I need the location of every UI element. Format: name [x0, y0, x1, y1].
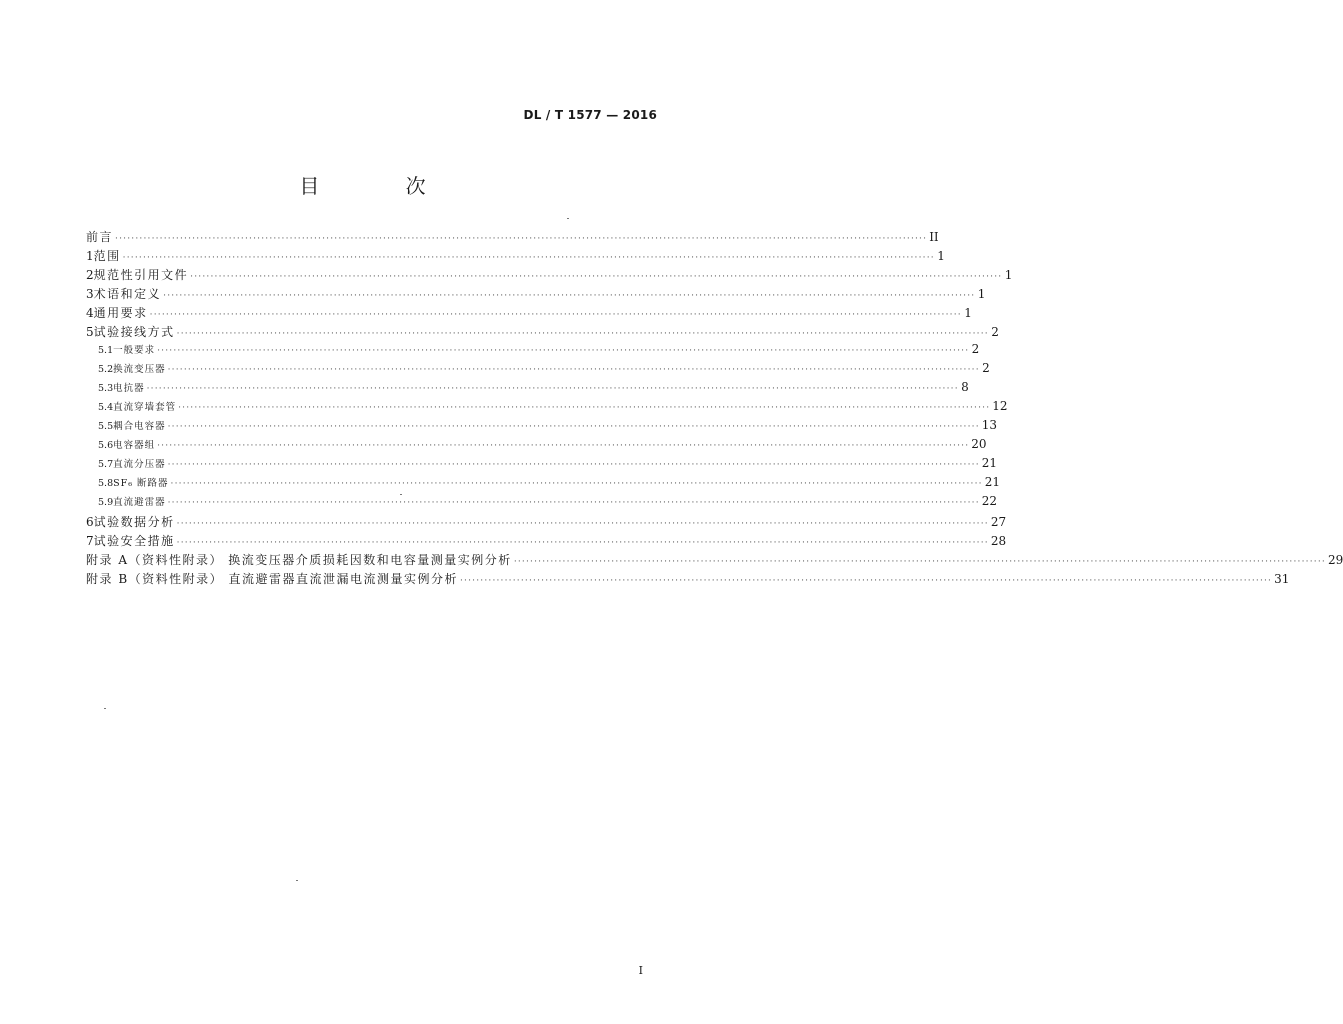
toc-entry-page: 1: [1004, 268, 1013, 282]
toc-entry[interactable]: [86, 532, 1007, 551]
toc-leader-dots: ········································································································································································································: [146, 384, 959, 394]
toc-entry-number: 7: [86, 534, 94, 548]
toc-leader-dots: ········································································································································································································: [170, 479, 983, 489]
toc-entry-number: 5.6: [98, 440, 114, 451]
toc-leader-dots: ········································································································································································································: [459, 576, 1273, 586]
toc-entry[interactable]: [86, 266, 1013, 285]
toc-entry-label: 直流分压器: [113, 459, 166, 470]
toc-entry-label: 范围: [93, 249, 121, 263]
toc-entry-page: 21: [984, 475, 1000, 489]
toc-entry-number: 2: [86, 268, 94, 282]
toc-entry-page: 1: [977, 287, 986, 301]
toc-entry-page: 1: [937, 249, 945, 263]
toc-entry[interactable]: [86, 475, 1000, 494]
toc-leader-dots: ········································································································································································································: [167, 498, 980, 508]
toc-entry-number: 5.5: [98, 421, 114, 432]
toc-entry-label: 耦合电容器: [113, 421, 166, 432]
toc-leader-dots: ········································································································································································································: [163, 291, 976, 301]
scan-speck: [567, 218, 569, 219]
toc-leader-dots: ········································································································································································································: [190, 272, 1003, 282]
toc-entry-label: 电抗器: [113, 383, 145, 394]
toc-entry-page: 2: [982, 361, 990, 375]
toc-entry-label: 附录 B（资料性附录） 直流避雷器直流泄漏电流测量实例分析: [86, 572, 458, 586]
toc-entry-label: 术语和定义: [93, 287, 162, 301]
toc-entry-page: 20: [971, 437, 987, 451]
toc-entry[interactable]: [86, 513, 1007, 532]
toc-entry-number: 3: [86, 287, 94, 301]
toc-entry-label: 试验数据分析: [93, 515, 175, 529]
toc-entry-page: 1: [964, 306, 972, 320]
toc-leader-dots: ········································································································································································································: [167, 460, 980, 470]
toc-leader-dots: ········································································································································································································: [178, 403, 991, 413]
toc-entry-page: 21: [981, 456, 998, 470]
page-number: I: [638, 964, 643, 977]
toc-entry-label: 一般要求: [113, 345, 156, 356]
toc-entry-page: II: [929, 230, 939, 244]
toc-entry-number: 5.3: [98, 383, 114, 394]
toc-entry-number: 4: [86, 306, 94, 320]
toc-leader-dots: ········································································································································································································: [157, 346, 970, 356]
standard-code: DL / T 1577 — 2016: [523, 108, 657, 122]
toc-entry[interactable]: [86, 380, 969, 399]
table-of-contents: [86, 228, 1343, 589]
toc-leader-dots: ········································································································································································································: [167, 422, 980, 432]
toc-leader-dots: ········································································································································································································: [149, 310, 962, 320]
scan-speck: [400, 494, 402, 495]
toc-entry-number: 6: [86, 515, 94, 529]
toc-entry[interactable]: [86, 361, 990, 380]
toc-entry-label: SF₆ 断路器: [113, 478, 169, 489]
toc-entry[interactable]: [86, 494, 998, 513]
toc-leader-dots: ········································································································································································································: [513, 557, 1326, 567]
toc-entry-page: 8: [961, 380, 969, 394]
toc-entry[interactable]: [86, 437, 987, 456]
toc-entry-number: 5.7: [98, 459, 114, 470]
toc-entry[interactable]: [86, 304, 972, 323]
toc-entry-number: 1: [86, 249, 94, 263]
toc-entry-number: 5.9: [98, 497, 114, 508]
toc-entry[interactable]: [86, 418, 998, 437]
toc-entry[interactable]: [86, 323, 999, 342]
toc-entry-page: 12: [992, 399, 1008, 413]
toc-entry[interactable]: [86, 247, 945, 266]
toc-entry-page: 27: [990, 515, 1007, 529]
toc-leader-dots: ········································································································································································································: [115, 234, 928, 244]
toc-title: 目 次: [299, 174, 466, 198]
toc-entry-label: 试验接线方式: [93, 325, 175, 339]
toc-leader-dots: ········································································································································································································: [157, 441, 970, 451]
toc-entry[interactable]: [86, 456, 998, 475]
toc-entry-page: 31: [1274, 572, 1290, 586]
toc-entry-number: 5.1: [98, 345, 114, 356]
toc-entry[interactable]: [86, 551, 1343, 570]
toc-leader-dots: ········································································································································································································: [176, 329, 989, 339]
toc-entry-label: 通用要求: [93, 306, 148, 320]
toc-entry-number: 5.4: [98, 402, 114, 413]
scan-speck: [104, 708, 106, 709]
toc-leader-dots: ········································································································································································································: [167, 365, 980, 375]
toc-entry-page: 2: [991, 325, 999, 339]
toc-entry-label: 试验安全措施: [93, 534, 175, 548]
toc-entry-label: 直流避雷器: [113, 497, 166, 508]
toc-entry-page: 29: [1327, 553, 1343, 567]
toc-entry-page: 13: [981, 418, 998, 432]
toc-entry-label: 直流穿墙套管: [113, 402, 177, 413]
toc-entry-label: 换流变压器: [113, 364, 166, 375]
toc-entry-page: 22: [981, 494, 998, 508]
scan-speck: [296, 880, 298, 881]
toc-leader-dots: ········································································································································································································: [176, 519, 989, 529]
toc-entry[interactable]: [86, 399, 1008, 418]
toc-entry-number: 5.8: [98, 478, 114, 489]
toc-entry[interactable]: [86, 342, 980, 361]
toc-entry-page: 2: [971, 342, 980, 356]
toc-entry-label: 前言: [86, 230, 114, 244]
toc-entry-label: 规范性引用文件: [93, 268, 189, 282]
toc-entry-label: 电容器组: [113, 440, 156, 451]
toc-entry[interactable]: [86, 570, 1290, 589]
toc-leader-dots: ········································································································································································································: [122, 253, 935, 263]
toc-entry-label: 附录 A（资料性附录） 换流变压器介质损耗因数和电容量测量实例分析: [86, 553, 512, 567]
toc-entry[interactable]: [86, 285, 986, 304]
toc-entry-number: 5.2: [98, 364, 114, 375]
toc-entry[interactable]: [86, 228, 939, 247]
toc-leader-dots: ········································································································································································································: [176, 538, 989, 548]
toc-entry-number: 5: [86, 325, 94, 339]
toc-entry-page: 28: [990, 534, 1007, 548]
